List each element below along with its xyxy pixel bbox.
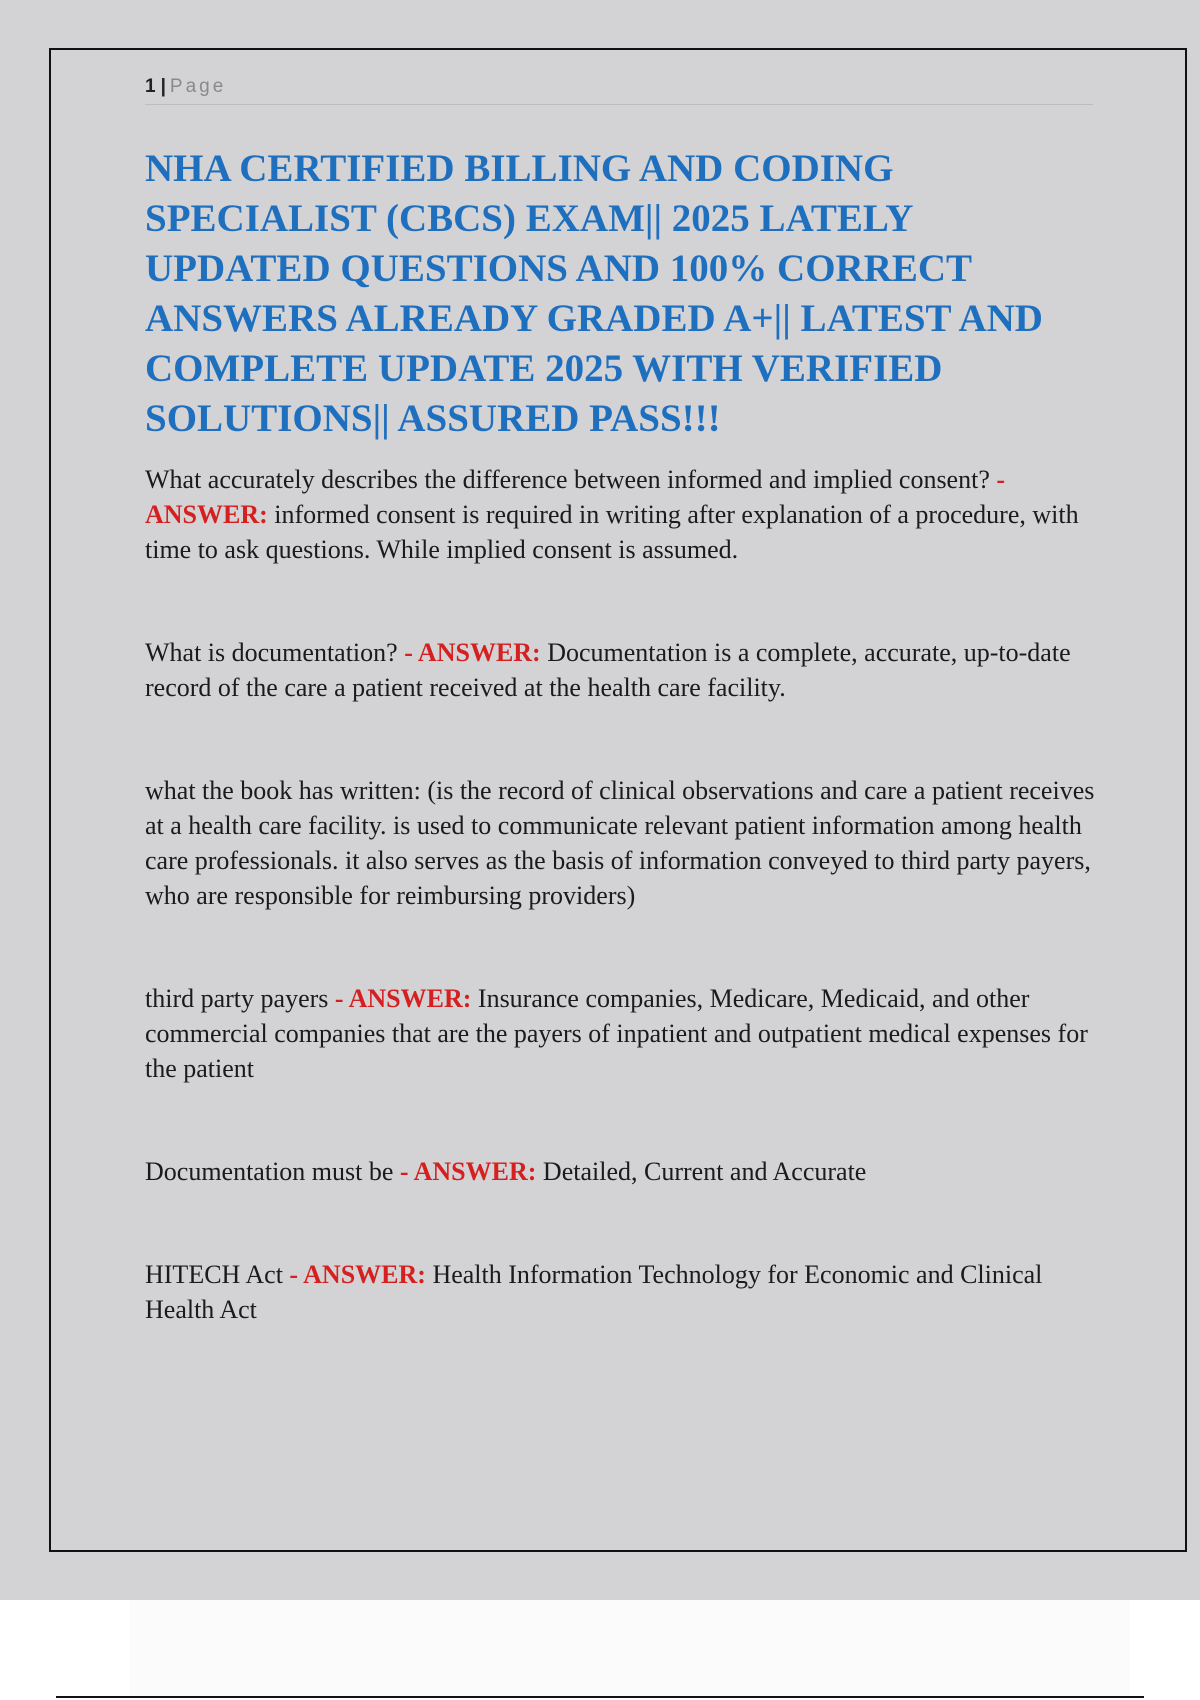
note-text: what the book has written: (is the record of clinical observations and care a patient receives at a health care facility. is used to communicate relevant patient information among health care professionals. it also serves as the basis of information conveyed to third party payers, who are responsible for reimbursing providers) — [145, 776, 1095, 910]
next-page-preview — [130, 1600, 1130, 1696]
qa-item — [145, 1154, 1095, 1189]
qa-item — [145, 1257, 1095, 1327]
answer-text: informed consent is required in writing after explanation of a procedure, with time to ask questions. While implied consent is assumed. — [145, 500, 1079, 564]
answer-text: Insurance companies, Medicare, Medicaid, and other commercial companies that are the payers of inpatient and outpatient medical expenses for the patient — [145, 984, 1088, 1083]
qa-item — [145, 462, 1095, 567]
answer-label: - ANSWER: — [334, 984, 472, 1013]
qa-item — [145, 635, 1095, 705]
answer-label: - ANSWER: — [404, 638, 541, 667]
document-title: NHA CERTIFIED BILLING AND CODING SPECIALIST (CBCS) EXAM|| 2025 LATELY UPDATED QUESTIONS AND 100% CORRECT ANSWERS ALREADY GRADED A+|| LATEST AND COMPLETE UPDATE 2025 WITH VERIFIED SOLUTIONS|| ASSURED PASS!!! — [145, 147, 1043, 440]
question-text: HITECH Act — [145, 1260, 283, 1289]
answer-text: Documentation is a complete, accurate, up-to-date record of the care a patient received at the health care facility. — [145, 638, 1071, 702]
answer-text: Health Information Technology for Economic and Clinical Health Act — [145, 1260, 1043, 1324]
answer-label: - ANSWER: — [289, 1260, 426, 1289]
document-content — [145, 144, 1095, 1327]
note-paragraph — [145, 773, 1095, 913]
answer-text: Detailed, Current and Accurate — [542, 1157, 867, 1186]
answer-label: - ANSWER: — [399, 1157, 537, 1186]
page-separator: | — [160, 76, 166, 97]
next-page-rule — [56, 1696, 1144, 1698]
page-number: 1 — [145, 76, 156, 97]
question-text: What is documentation? — [145, 638, 398, 667]
qa-item — [145, 981, 1095, 1086]
question-text: Documentation must be — [145, 1157, 394, 1186]
page-header — [145, 74, 1093, 105]
question-text: What accurately describes the difference between informed and implied consent? — [145, 465, 990, 494]
answer-label: - ANSWER: — [145, 465, 1006, 529]
page-label: Page — [169, 76, 227, 97]
question-text: third party payers — [145, 984, 329, 1013]
